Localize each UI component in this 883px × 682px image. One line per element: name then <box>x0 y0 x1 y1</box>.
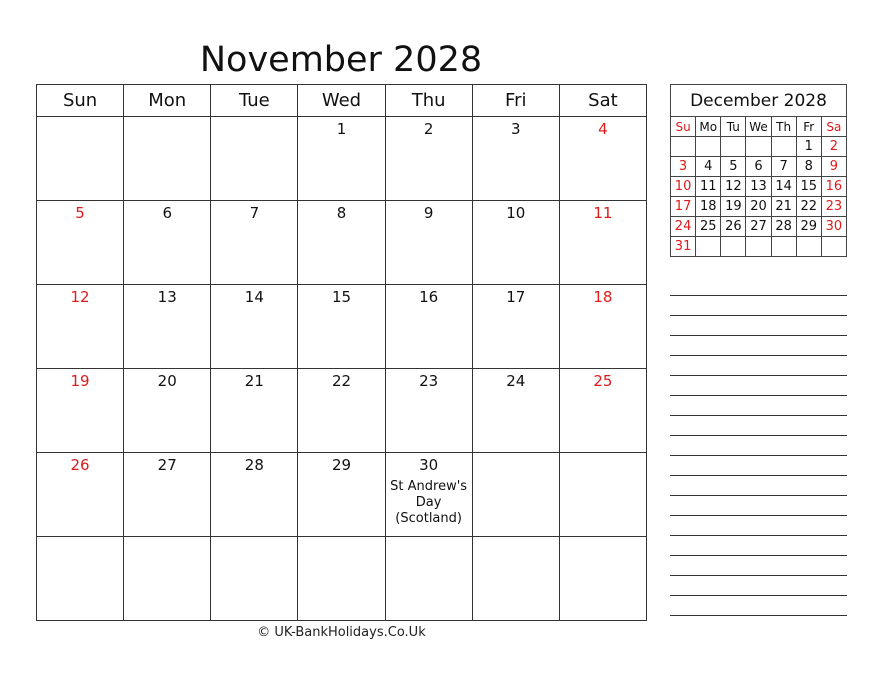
mini-day-cell: 14 <box>771 177 796 197</box>
note-line <box>670 356 847 376</box>
day-number: 6 <box>162 204 172 222</box>
mini-day-cell: 1 <box>796 137 821 157</box>
day-cell <box>559 117 646 201</box>
mini-day-cell: 13 <box>746 177 771 197</box>
day-cell <box>385 369 472 453</box>
mini-weekday-header: Sa <box>821 117 846 137</box>
day-number: 18 <box>593 288 613 306</box>
note-line <box>670 516 847 536</box>
day-cell <box>124 285 211 369</box>
mini-day-cell: 16 <box>821 177 846 197</box>
note-line <box>670 376 847 396</box>
calendar-title: November 2028 <box>199 40 483 80</box>
day-cell <box>472 537 559 621</box>
mini-day-cell: 29 <box>796 217 821 237</box>
mini-day-cell <box>821 237 846 257</box>
note-line <box>670 316 847 336</box>
mini-week-row <box>671 137 847 157</box>
mini-day-cell <box>746 237 771 257</box>
day-cell <box>37 537 124 621</box>
weekday-header-row <box>37 85 647 117</box>
mini-weekday-header: Su <box>671 117 696 137</box>
day-number: 15 <box>331 288 352 306</box>
mini-day-cell: 20 <box>746 197 771 217</box>
note-line <box>670 536 847 556</box>
day-cell <box>298 453 385 537</box>
day-number: 17 <box>506 288 526 306</box>
weekday-header: Fri <box>472 85 559 117</box>
note-line <box>670 416 847 436</box>
mini-day-cell: 6 <box>746 157 771 177</box>
day-cell <box>385 453 472 537</box>
mini-day-cell <box>696 237 721 257</box>
mini-day-cell: 4 <box>696 157 721 177</box>
weekday-header: Sat <box>559 85 646 117</box>
mini-weekday-row <box>671 117 847 137</box>
day-number: 4 <box>598 120 608 138</box>
day-number: 12 <box>70 288 90 306</box>
note-line <box>670 456 847 476</box>
day-cell <box>559 201 646 285</box>
mini-day-cell <box>796 237 821 257</box>
mini-day-cell <box>671 137 696 157</box>
mini-week-row <box>671 157 847 177</box>
day-number: 21 <box>244 372 264 390</box>
day-number: 22 <box>331 372 352 390</box>
mini-calendar-title-row <box>671 85 847 117</box>
mini-day-cell <box>721 237 746 257</box>
mini-day-cell: 22 <box>796 197 821 217</box>
day-number: 11 <box>593 204 613 222</box>
mini-day-cell: 24 <box>671 217 696 237</box>
day-cell <box>559 453 646 537</box>
mini-day-cell: 5 <box>721 157 746 177</box>
day-cell <box>37 369 124 453</box>
mini-day-cell: 21 <box>771 197 796 217</box>
weekday-header: Sun <box>37 85 124 117</box>
note-line <box>670 336 847 356</box>
weekday-header: Mon <box>124 85 211 117</box>
mini-day-cell: 27 <box>746 217 771 237</box>
week-row <box>37 117 647 201</box>
mini-day-cell: 19 <box>721 197 746 217</box>
mini-day-cell <box>721 137 746 157</box>
day-cell <box>37 201 124 285</box>
note-line <box>670 496 847 516</box>
day-number: 23 <box>419 372 439 390</box>
mini-day-cell <box>746 137 771 157</box>
mini-day-cell: 26 <box>721 217 746 237</box>
mini-day-cell: 12 <box>721 177 746 197</box>
day-cell <box>559 369 646 453</box>
mini-week-row <box>671 177 847 197</box>
day-cell <box>385 201 472 285</box>
note-line <box>670 596 847 616</box>
mini-day-cell <box>771 137 796 157</box>
holiday-label: St Andrew's Day (Scotland) <box>390 479 468 526</box>
day-cell <box>298 201 385 285</box>
day-number: 20 <box>157 372 177 390</box>
mini-day-cell: 10 <box>671 177 696 197</box>
day-cell <box>124 201 211 285</box>
mini-day-cell: 18 <box>696 197 721 217</box>
mini-week-row <box>671 217 847 237</box>
month-grid <box>36 84 647 621</box>
day-cell <box>211 537 298 621</box>
mini-day-cell: 17 <box>671 197 696 217</box>
day-cell <box>124 369 211 453</box>
mini-weekday-header: We <box>746 117 771 137</box>
mini-calendar-december <box>670 84 847 257</box>
note-line <box>670 276 847 296</box>
mini-day-cell: 25 <box>696 217 721 237</box>
note-line <box>670 396 847 416</box>
mini-weekday-header: Th <box>771 117 796 137</box>
day-number: 7 <box>249 204 260 222</box>
day-number: 28 <box>244 456 264 474</box>
copyright-footer: © UK-BankHolidays.Co.Uk <box>257 625 426 640</box>
day-cell <box>559 537 646 621</box>
mini-day-cell: 3 <box>671 157 696 177</box>
day-cell <box>124 117 211 201</box>
mini-day-cell: 31 <box>671 237 696 257</box>
mini-week-row <box>671 237 847 257</box>
mini-day-cell: 2 <box>821 137 846 157</box>
mini-day-cell: 11 <box>696 177 721 197</box>
day-number: 29 <box>331 456 352 474</box>
mini-weekday-header: Mo <box>696 117 721 137</box>
day-cell <box>211 117 298 201</box>
day-cell <box>211 369 298 453</box>
day-cell <box>124 453 211 537</box>
day-number: 3 <box>511 120 521 138</box>
note-line <box>670 436 847 456</box>
day-cell <box>472 453 559 537</box>
day-number: 1 <box>336 120 347 138</box>
mini-day-cell: 23 <box>821 197 846 217</box>
mini-day-cell: 7 <box>771 157 796 177</box>
mini-day-cell: 15 <box>796 177 821 197</box>
day-cell <box>559 285 646 369</box>
mini-week-row <box>671 197 847 217</box>
mini-day-cell: 8 <box>796 157 821 177</box>
day-number: 2 <box>423 120 434 138</box>
day-cell <box>472 201 559 285</box>
mini-day-cell <box>771 237 796 257</box>
day-cell <box>298 117 385 201</box>
day-cell <box>124 537 211 621</box>
mini-day-cell: 30 <box>821 217 846 237</box>
day-cell <box>298 285 385 369</box>
day-cell <box>472 285 559 369</box>
day-cell <box>37 453 124 537</box>
note-line <box>670 556 847 576</box>
mini-day-cell: 28 <box>771 217 796 237</box>
day-cell <box>37 117 124 201</box>
day-number: 14 <box>244 288 264 306</box>
day-cell <box>385 285 472 369</box>
day-cell <box>298 369 385 453</box>
note-line <box>670 296 847 316</box>
day-number: 16 <box>419 288 439 306</box>
day-number: 25 <box>593 372 613 390</box>
day-cell <box>385 537 472 621</box>
note-line <box>670 576 847 596</box>
day-number: 13 <box>157 288 177 306</box>
week-row <box>37 285 647 369</box>
weekday-header: Wed <box>298 85 385 117</box>
weekday-header: Tue <box>211 85 298 117</box>
mini-day-cell: 9 <box>821 157 846 177</box>
week-row <box>37 453 647 537</box>
day-number: 26 <box>70 456 90 474</box>
day-cell <box>211 453 298 537</box>
mini-weekday-header: Fr <box>796 117 821 137</box>
week-row <box>37 537 647 621</box>
day-cell <box>211 201 298 285</box>
day-cell <box>472 117 559 201</box>
day-number: 9 <box>423 204 434 222</box>
mini-calendar-title: December 2028 <box>671 85 847 117</box>
mini-weekday-header: Tu <box>721 117 746 137</box>
mini-day-cell <box>696 137 721 157</box>
day-cell <box>298 537 385 621</box>
week-row <box>37 201 647 285</box>
notes-area <box>670 276 847 616</box>
weekday-header: Thu <box>385 85 472 117</box>
day-cell <box>211 285 298 369</box>
day-number: 30 <box>419 456 439 474</box>
day-number: 8 <box>336 204 347 222</box>
day-number: 10 <box>506 204 526 222</box>
day-cell <box>472 369 559 453</box>
day-number: 19 <box>70 372 90 390</box>
note-line <box>670 476 847 496</box>
week-row <box>37 369 647 453</box>
day-cell <box>37 285 124 369</box>
day-number: 5 <box>75 204 85 222</box>
day-cell <box>385 117 472 201</box>
day-number: 27 <box>157 456 177 474</box>
day-number: 24 <box>506 372 526 390</box>
